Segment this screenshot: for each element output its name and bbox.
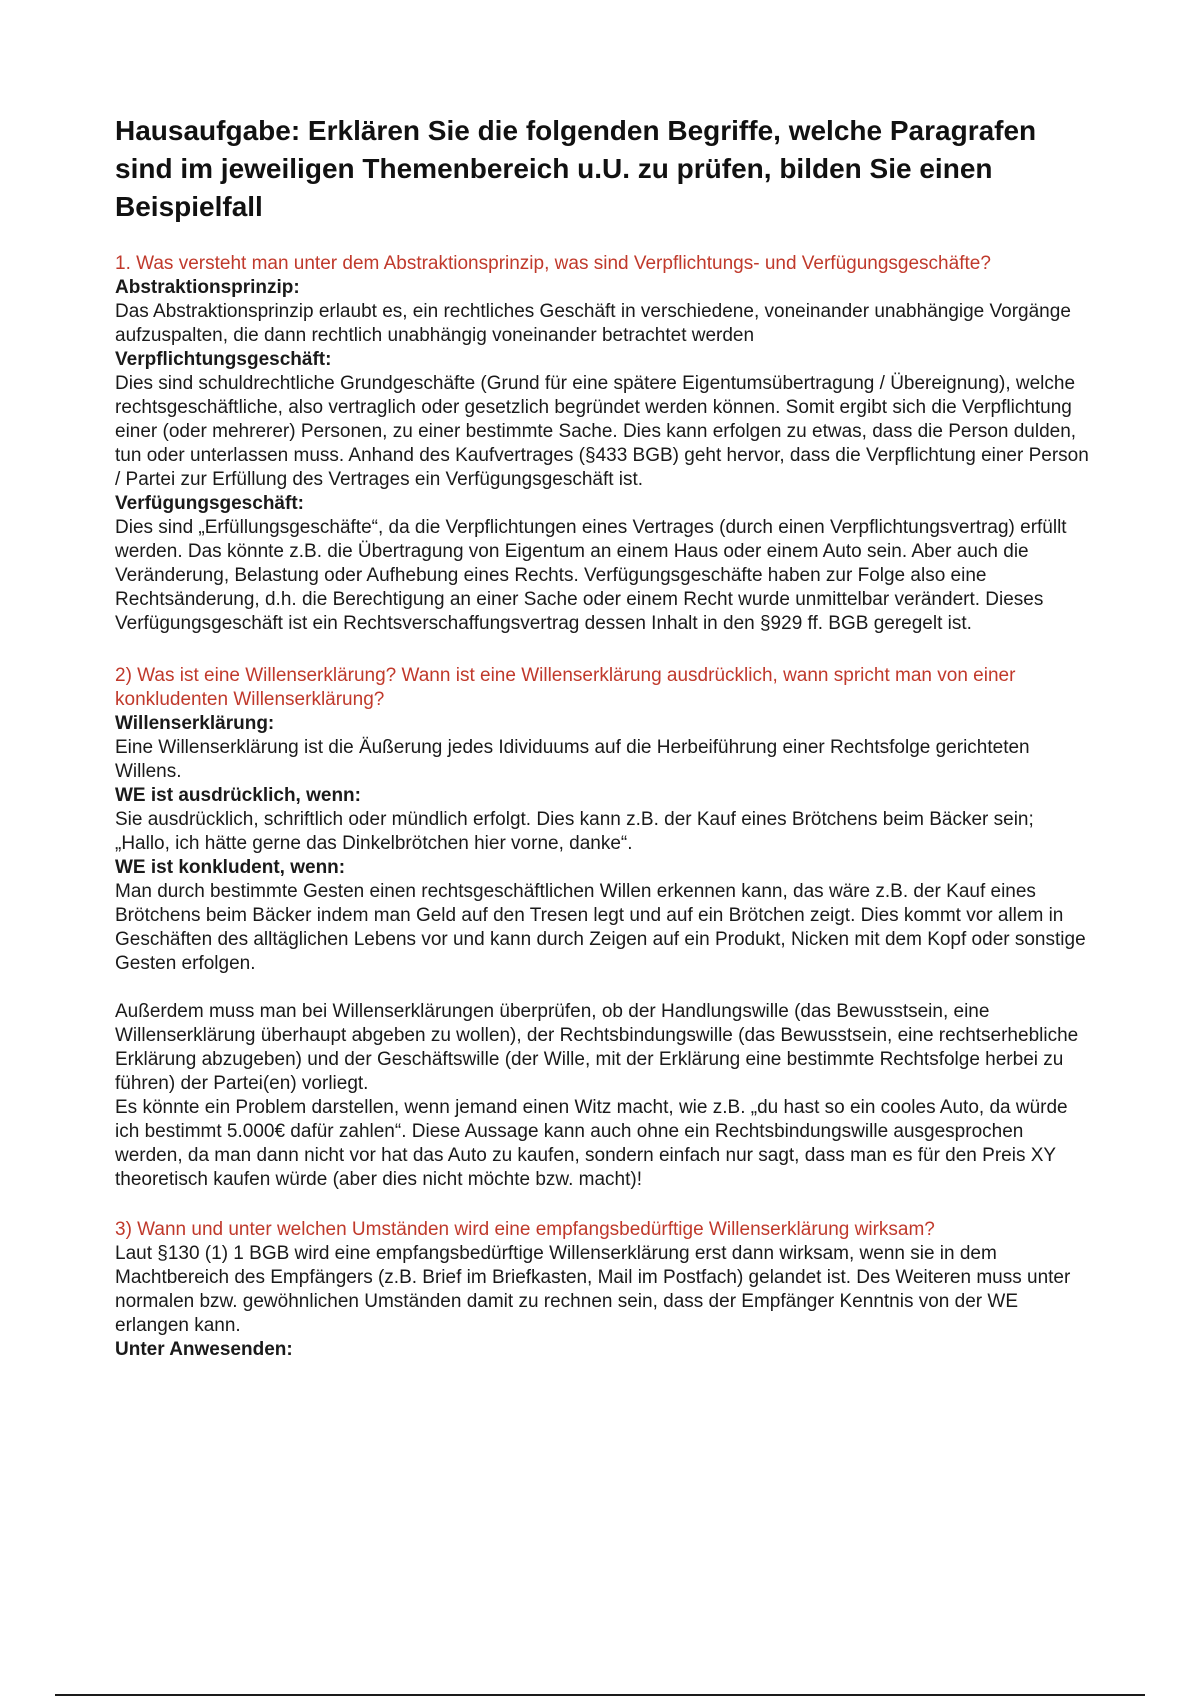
text-we-konkludent: Man durch bestimmte Gesten einen rechtsgeschäftlichen Willen erkennen kann, das wäre z.B. der Kauf eines Brötchens beim Bäcker indem man Geld auf den Tresen legt und auf ein Brötchen zeigt. Dies kommt vor allem in Geschäften des alltäglichen Lebens vor und kann durch Zeigen auf ein Produkt, Nicken mit dem Kopf oder sonstige Gesten erfolgen. bbox=[115, 881, 1086, 974]
heading-verfuegungsgeschaeft: Verfügungsgeschäft: bbox=[115, 493, 304, 514]
text-problem-witz: Es könnte ein Problem darstellen, wenn jemand einen Witz macht, wie z.B. „du hast so ein cooles Auto, da würde ich bestimmt 5.000€ dafür zahlen“. Diese Aussage kann auch ohne ein Rechtsbindungswille ausgesprochen werden, da man dann nicht vor hat das Auto zu kaufen, sondern einfach nur sagt, dass man es für den Preis XY theoretisch kaufen würde (aber dies nicht möchte bzw. macht)! bbox=[115, 1097, 1068, 1190]
heading-we-ausdruecklich: WE ist ausdrücklich, wenn: bbox=[115, 785, 361, 806]
text-willenserklaerung: Eine Willenserklärung ist die Äußerung jedes Idividuums auf die Herbeiführung einer Rechtsfolge gerichteten Willens. bbox=[115, 737, 1030, 782]
text-we-ausdruecklich: Sie ausdrücklich, schriftlich oder mündlich erfolgt. Dies kann z.B. der Kauf eines Brötchens beim Bäcker sein; „Hallo, ich hätte gerne das Dinkelbrötchen hier vorne, danke“. bbox=[115, 809, 1034, 854]
question-1: 1. Was versteht man unter dem Abstraktionsprinzip, was sind Verpflichtungs- und Verfügungsgeschäfte? bbox=[115, 253, 991, 274]
text-verfuegungsgeschaeft: Dies sind „Erfüllungsgeschäfte“, da die Verpflichtungen eines Vertrages (durch einen Verpflichtungsvertrag) erfüllt werden. Das könnte z.B. die Übertragung von Eigentum an einem Haus oder einem Auto sein. Aber auch die Veränderung, Belastung oder Aufhebung eines Rechts. Verfügungsgeschäfte haben zur Folge also eine Rechtsänderung, d.h. die Berechtigung an einer Sache oder einem Recht wurde unmittelbar verändert. Dieses Verfügungsgeschäft ist ein Rechtsverschaffungsvertrag dessen Inhalt in den §929 ff. BGB geregelt ist. bbox=[115, 517, 1067, 634]
text-abstraktionsprinzip: Das Abstraktionsprinzip erlaubt es, ein rechtliches Geschäft in verschiedene, voneinander unabhängige Vorgänge aufzuspalten, die dann rechtlich unabhängig voneinander betrachtet werden bbox=[115, 301, 1071, 346]
page-title: Hausaufgabe: Erklären Sie die folgenden Begriffe, welche Paragrafen sind im jeweiligen Themenbereich u.U. zu prüfen, bilden Sie einen Beispielfall bbox=[115, 115, 1037, 222]
text-empfangsbeduerftig: Laut §130 (1) 1 BGB wird eine empfangsbedürftige Willenserklärung erst dann wirksam, wenn sie in dem Machtbereich des Empfängers (z.B. Brief im Briefkasten, Mail im Postfach) gelandet ist. Des Weiteren muss unter normalen bzw. gewöhnlichen Umständen damit zu rechnen sein, dass der Empfänger Kenntnis von der WE erlangen kann. bbox=[115, 1243, 1071, 1336]
page-bottom-divider bbox=[55, 1694, 1145, 1696]
heading-we-konkludent: WE ist konkludent, wenn: bbox=[115, 857, 346, 878]
section-3 bbox=[115, 1218, 1090, 1362]
document-body bbox=[115, 252, 1090, 1362]
text-willensarten: Außerdem muss man bei Willenserklärungen überprüfen, ob der Handlungswille (das Bewusstsein, eine Willenserklärung überhaupt abgeben zu wollen), der Rechtsbindungswille (das Bewusstsein, eine rechtserhebliche Erklärung abzugeben) und der Geschäftswille (der Wille, mit der Erklärung eine bestimmte Rechtsfolge herbei zu führen) der Partei(en) vorliegt. bbox=[115, 1001, 1079, 1094]
heading-verpflichtungsgeschaeft: Verpflichtungsgeschäft: bbox=[115, 349, 332, 370]
question-3: 3) Wann und unter welchen Umständen wird eine empfangsbedürftige Willenserklärung wirksam? bbox=[115, 1219, 935, 1240]
text-verpflichtungsgeschaeft: Dies sind schuldrechtliche Grundgeschäfte (Grund für eine spätere Eigentumsübertragung / Übereignung), welche rechtsgeschäftliche, also vertraglich oder gesetzlich begründet werden können. Somit ergibt sich die Verpflichtung einer (oder mehrerer) Personen, zu einer bestimmte Sache. Dies kann erfolgen zu etwas, dass die Person dulden, tun oder unterlassen muss. Anhand des Kaufvertrages (§433 BGB) geht hervor, dass die Verpflichtung einer Person / Partei zur Erfüllung des Vertrages ein Verfügungsgeschäft ist. bbox=[115, 373, 1089, 490]
section-2 bbox=[115, 664, 1090, 1192]
heading-unter-anwesenden: Unter Anwesenden: bbox=[115, 1339, 293, 1360]
question-2: 2) Was ist eine Willenserklärung? Wann ist eine Willenserklärung ausdrücklich, wann spricht man von einer konkludenten Willenserklärung? bbox=[115, 665, 1016, 710]
heading-willenserklaerung: Willenserklärung: bbox=[115, 713, 275, 734]
section-1 bbox=[115, 252, 1090, 636]
heading-abstraktionsprinzip: Abstraktionsprinzip: bbox=[115, 277, 300, 298]
